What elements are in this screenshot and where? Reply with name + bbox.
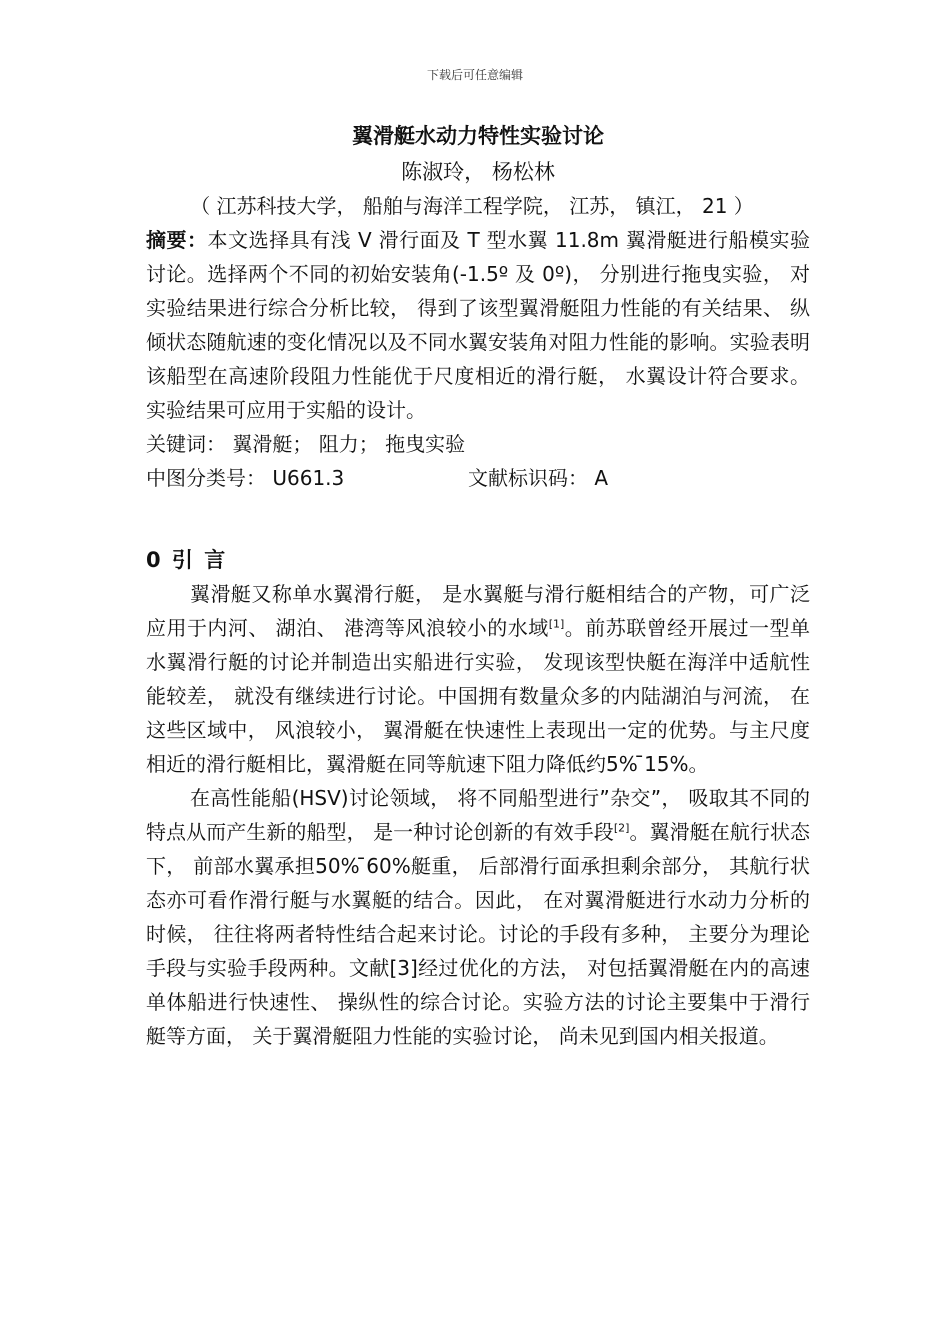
intro-paragraph-1 (146, 577, 810, 781)
abstract-text: 本文选择具有浅 V 滑行面及 T 型水翼 11.8m 翼滑艇进行船模实验讨论。选择两个不同的初始安装角(-1.5º 及 0º)， 分别进行拖曳实验， 对实验结果进行综合分析比较， 得到了该型翼滑艇阻力性能的有关结果、 纵倾状态随航速的变化情况以及不同水翼安装角对阻力性能的影响。实验表明该船型在高速阶段阻力性能优于尺度相近的滑行艇， 水翼设计符合要求。实验结果可应用于实船的设计。 (146, 228, 810, 422)
abstract (146, 223, 810, 427)
clc-number: 中图分类号： U661.3 (146, 466, 345, 490)
abstract-label: 摘要： (146, 228, 208, 252)
paper-affiliation: （ 江苏科技大学， 船舶与海洋工程学院， 江苏， 镇江， 21 ） (190, 194, 754, 218)
classification-line (146, 461, 810, 495)
citation-2: [2] (613, 821, 630, 835)
document-code: 文献标识码： A (468, 466, 609, 490)
intro-paragraph-2 (146, 781, 810, 1053)
intro-p2-text-b: 。翼滑艇在航行状态下， 前部水翼承担50% ̄60%艇重， 后部滑行面承担剩余部分， 其航行状态亦可看作滑行艇与水翼艇的结合。因此， 在对翼滑艇进行水动力分析的时候， 往往将两者特性结合起来讨论。讨论的手段有多种， 主要分为理论手段与实验手段两种。文献[3]经过优化的方法， 对包括翼滑艇在内的高速单体船进行快速性、 操纵性的综合讨论。实验方法的讨论主要集中于滑行艇等方面， 关于翼滑艇阻力性能的实验讨论， 尚未见到国内相关报道。 (146, 820, 811, 1048)
keywords: 关键词： 翼滑艇； 阻力； 拖曳实验 (146, 432, 466, 456)
intro-p1-text-a: 翼滑艇又称单水翼滑行艇， 是水翼艇与滑行艇相结合的产物，可广泛应用于内河、 湖泊、 港湾等风浪较小的水域 (146, 582, 810, 640)
section-heading-introduction: 0 引 言 (146, 548, 228, 572)
paper-title: 翼滑艇水动力特性实验讨论 (352, 124, 604, 148)
paper-authors: 陈淑玲， 杨松林 (401, 160, 555, 184)
citation-1: [1] (548, 617, 565, 631)
intro-p1-text-b: 。前苏联曾经开展过一型单水翼滑行艇的讨论并制造出实船进行实验， 发现该型快艇在海洋中适航性能较差， 就没有继续进行讨论。中国拥有数量众多的内陆湖泊与河流， 在这些区域中， 风浪较小， 翼滑艇在快速性上表现出一定的优势。与主尺度相近的滑行艇相比，翼滑艇在同等航速下阻力降低约5% ̄15%。 (146, 616, 811, 776)
intro-p2-text-a: 在高性能船(HSV)讨论领域， 将不同船型进行”杂交”， 吸取其不同的特点从而产生新的船型， 是一种讨论创新的有效手段 (146, 786, 810, 844)
header-note: 下载后可任意编辑 (426, 68, 523, 82)
paper-content (146, 116, 810, 1053)
